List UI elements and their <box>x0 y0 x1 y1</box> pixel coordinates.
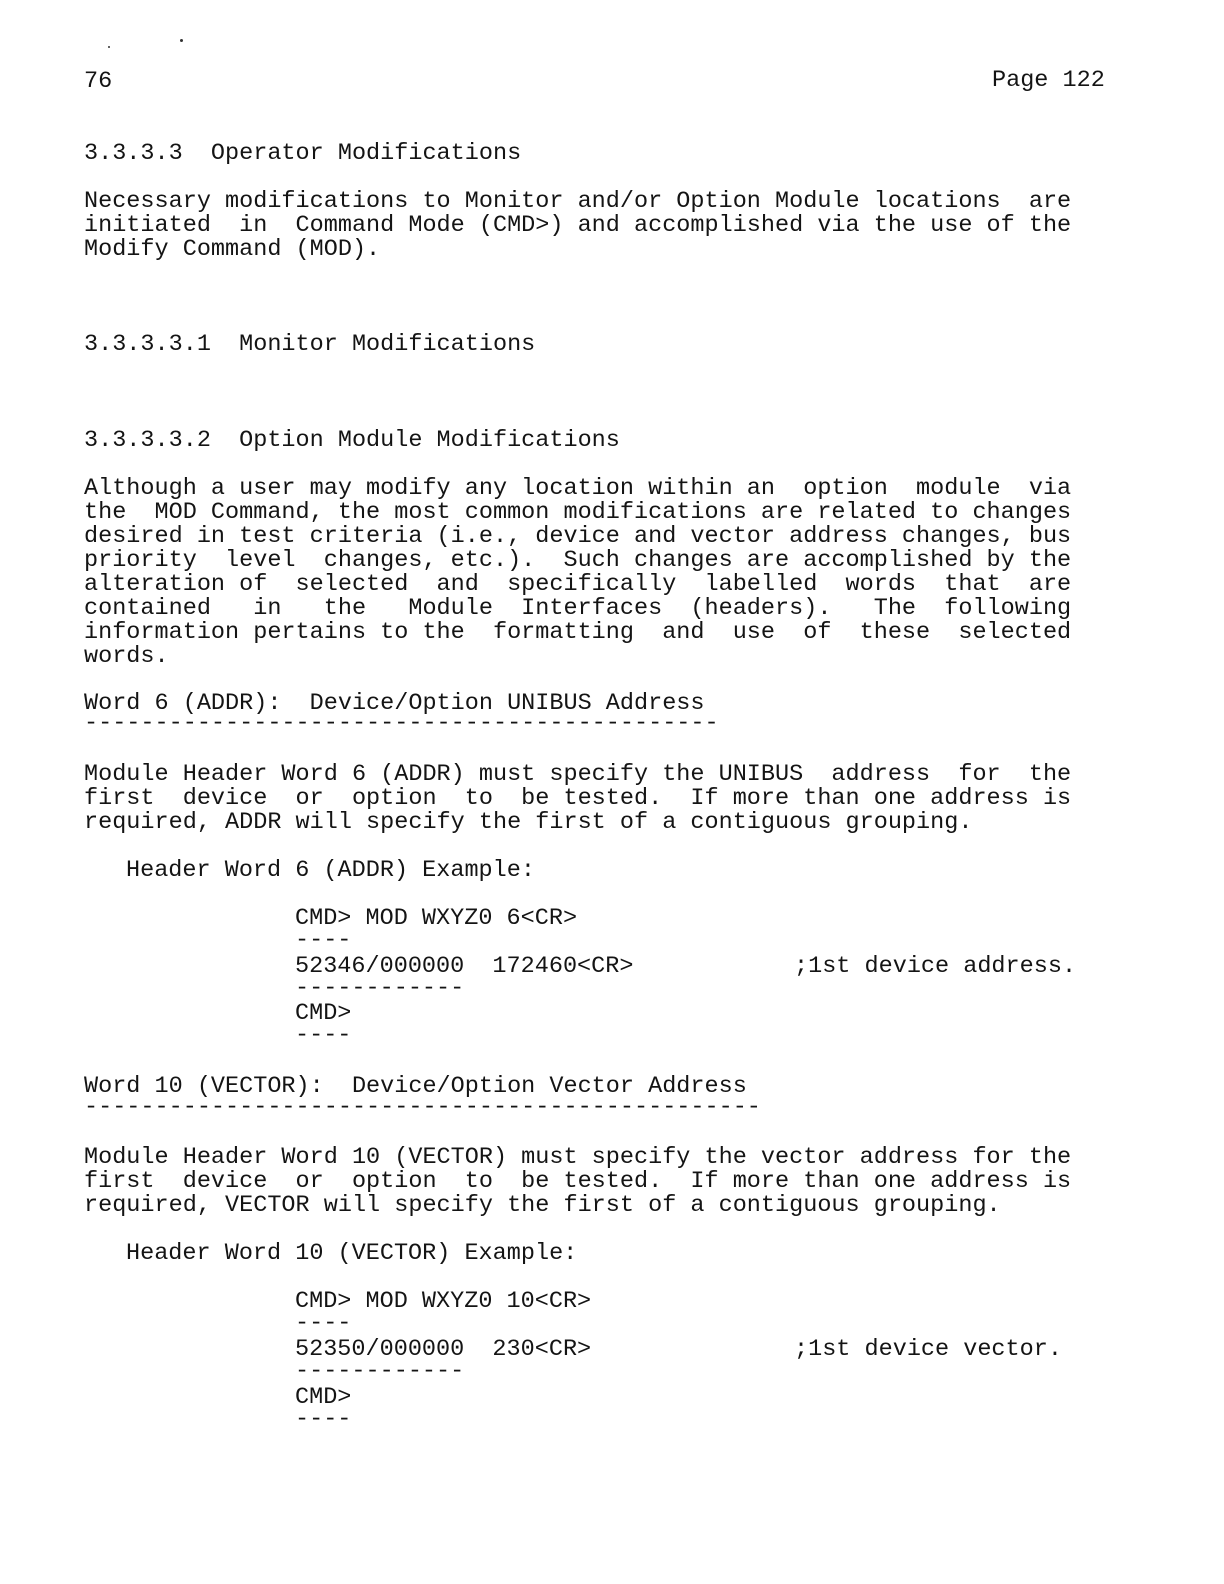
word6-example-label: Header Word 6 (ADDR) Example: <box>126 857 535 884</box>
page-number-left: 76 <box>84 68 113 95</box>
paragraph-line: the MOD Command, the most common modifications are related to changes <box>84 499 1072 526</box>
word10-cmd-mod: CMD> MOD WXYZ0 10<CR> <box>295 1288 592 1315</box>
word6-cmd-prompt-underline: ---- <box>295 1022 352 1049</box>
paragraph-line: words. <box>84 643 169 670</box>
word6-entry-underline: ------------ <box>295 975 465 1002</box>
word10-entry: 52350/000000 230<CR> <box>295 1336 592 1363</box>
section-heading-operator-modifications: 3.3.3.3 Operator Modifications <box>84 140 522 167</box>
word6-cmd-mod: CMD> MOD WXYZ0 6<CR> <box>295 905 578 932</box>
word10-entry-underline: ------------ <box>295 1358 465 1385</box>
paragraph-line: required, ADDR will specify the first of a contiguous grouping. <box>84 809 973 836</box>
paragraph-line: Modify Command (MOD). <box>84 236 381 263</box>
paragraph-line: alteration of selected and specifically labelled words that are <box>84 571 1072 598</box>
paragraph-line: first device or option to be tested. If more than one address is <box>84 785 1072 812</box>
scan-speck <box>180 39 183 42</box>
scan-speck <box>108 46 110 48</box>
paragraph-line: priority level changes, etc.). Such changes are accomplished by the <box>84 547 1072 574</box>
paragraph-line: initiated in Command Mode (CMD>) and accomplished via the use of the <box>84 212 1072 239</box>
word6-title: Word 6 (ADDR): Device/Option UNIBUS Address <box>84 690 705 717</box>
paragraph-line: desired in test criteria (i.e., device and vector address changes, bus <box>84 523 1072 550</box>
word6-cmd-prompt: CMD> <box>295 1000 352 1027</box>
paragraph-line: Module Header Word 10 (VECTOR) must specify the vector address for the <box>84 1144 1072 1171</box>
word10-cmd-prompt: CMD> <box>295 1384 352 1411</box>
section-heading-monitor-modifications: 3.3.3.3.1 Monitor Modifications <box>84 331 536 358</box>
word10-title: Word 10 (VECTOR): Device/Option Vector Address <box>84 1073 747 1100</box>
paragraph-line: Module Header Word 6 (ADDR) must specify the UNIBUS address for the <box>84 761 1072 788</box>
section-heading-option-module-modifications: 3.3.3.3.2 Option Module Modifications <box>84 427 620 454</box>
word6-cmd-mod-underline: ---- <box>295 927 352 954</box>
page-label: Page 122 <box>992 67 1105 94</box>
word10-example-label: Header Word 10 (VECTOR) Example: <box>126 1240 578 1267</box>
word10-cmd-mod-underline: ---- <box>295 1310 352 1337</box>
word6-entry-comment: ;1st device address. <box>794 953 1077 980</box>
word10-title-underline: ------------------------------------------------ <box>84 1094 761 1121</box>
paragraph-line: first device or option to be tested. If more than one address is <box>84 1168 1072 1195</box>
word10-cmd-prompt-underline: ---- <box>295 1406 352 1433</box>
word10-entry-comment: ;1st device vector. <box>794 1336 1062 1363</box>
word6-title-underline: --------------------------------------------- <box>84 710 719 737</box>
paragraph-line: information pertains to the formatting and use of these selected <box>84 619 1072 646</box>
paragraph-line: required, VECTOR will specify the first of a contiguous grouping. <box>84 1192 1001 1219</box>
paragraph-line: Although a user may modify any location within an option module via <box>84 475 1072 502</box>
paragraph-line: Necessary modifications to Monitor and/or Option Module locations are <box>84 188 1072 215</box>
word6-entry: 52346/000000 172460<CR> <box>295 953 634 980</box>
paragraph-line: contained in the Module Interfaces (headers). The following <box>84 595 1072 622</box>
